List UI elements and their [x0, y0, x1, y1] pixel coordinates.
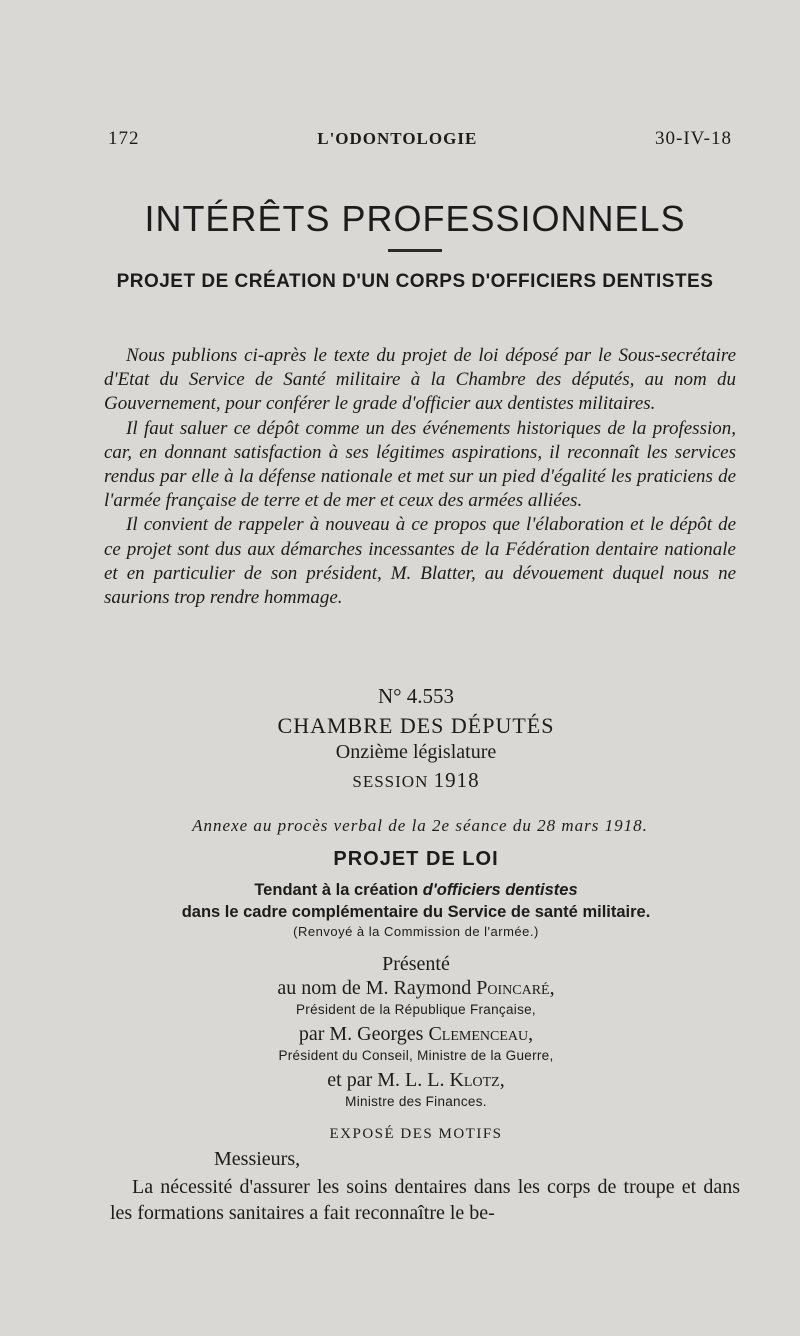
expose-heading: EXPOSÉ DES MOTIFS: [329, 1126, 503, 1142]
intro-paragraph: Il convient de rappeler à nouveau à ce propos que l'élaboration et le dépôt de ce projet sont dus aux démarches incessantes de la Fédération dentaire nationale et en particulier de son président, M. Blatter, au dévouement duquel nous ne saurions trop rendre hommage.: [104, 514, 736, 609]
body-paragraph: La nécessité d'assurer les soins dentaires dans les corps de troupe et dans les formations sanitaires a fait reconnaître le be-: [110, 1176, 740, 1224]
session-line: [100, 768, 732, 793]
title-rule: [388, 249, 442, 252]
bill-subtitle-a: Tendant à la création: [254, 881, 423, 899]
presenter-title: Ministre des Finances.: [345, 1094, 487, 1109]
decree-number: N° 4.553: [377, 684, 455, 708]
presented-label: Présenté: [382, 953, 450, 975]
presenter-name: Klotz,: [449, 1069, 505, 1091]
presenter-prefix: au nom de M. Raymond: [277, 977, 477, 999]
body-text: [110, 1174, 740, 1226]
presenter-name: Clemenceau,: [428, 1023, 534, 1045]
bill-title: PROJET DE LOI: [333, 848, 499, 870]
presenter-line: [100, 976, 732, 1000]
running-header: [108, 128, 732, 150]
presenter-prefix: et par M. L. L.: [327, 1069, 450, 1091]
intro-paragraph: Il faut saluer ce dépôt comme un des événements historiques de la profession, car, en donnant satisfaction à ses légitimes aspirations, il reconnaît les services rendus par elle à la défense nationale et met sur un pied d'égalité les praticiens de l'armée française de terre et de mer et ceux des armées alliées.: [104, 417, 736, 512]
presenter-title: Président de la République Française,: [296, 1002, 536, 1017]
annex-line: Annexe au procès verbal de la 2e séance du 28 mars 1918.: [192, 816, 648, 835]
presenter-line: [100, 1068, 732, 1092]
bill-subtitle-b: d'officiers dentistes: [422, 881, 578, 899]
presenter-title: Président du Conseil, Ministre de la Guerre,: [278, 1048, 554, 1063]
presenter-prefix: par M. Georges: [298, 1023, 429, 1045]
referral-note: (Renvoyé à la Commission de l'armée.): [293, 924, 539, 939]
decree-heading: [100, 684, 732, 793]
presenter-name: Poincaré,: [476, 977, 555, 999]
chamber-name: CHAMBRE DES DÉPUTÉS: [277, 713, 555, 738]
bill-subtitle-line2: dans le cadre complémentaire du Service de santé militaire.: [181, 903, 651, 921]
intro-paragraph: Nous publions ci-après le texte du projet de loi déposé par le Sous-secrétaire d'Etat du Service de Santé militaire à la Chambre des députés, au nom du Gouvernement, pour conférer le grade d'officier aux dentistes militaires.: [104, 345, 736, 415]
issue-date: 30-IV-18: [655, 128, 732, 149]
presenter-line: [100, 1022, 732, 1046]
legislature: Onzième législature: [335, 741, 497, 763]
article-title: PROJET DE CRÉATION D'UN CORPS D'OFFICIERS DENTISTES: [116, 271, 714, 292]
journal-title: L'ODONTOLOGIE: [317, 129, 478, 148]
presented-block: [100, 952, 732, 1112]
section-title: INTÉRÊTS PROFESSIONNELS: [144, 198, 686, 239]
salutation: Messieurs,: [214, 1148, 301, 1170]
intro-text: [104, 344, 736, 610]
page-number: 172: [108, 128, 140, 149]
session-label: SESSION: [352, 772, 429, 791]
session-year: 1918: [433, 768, 480, 792]
bill-subtitle: [100, 879, 732, 923]
